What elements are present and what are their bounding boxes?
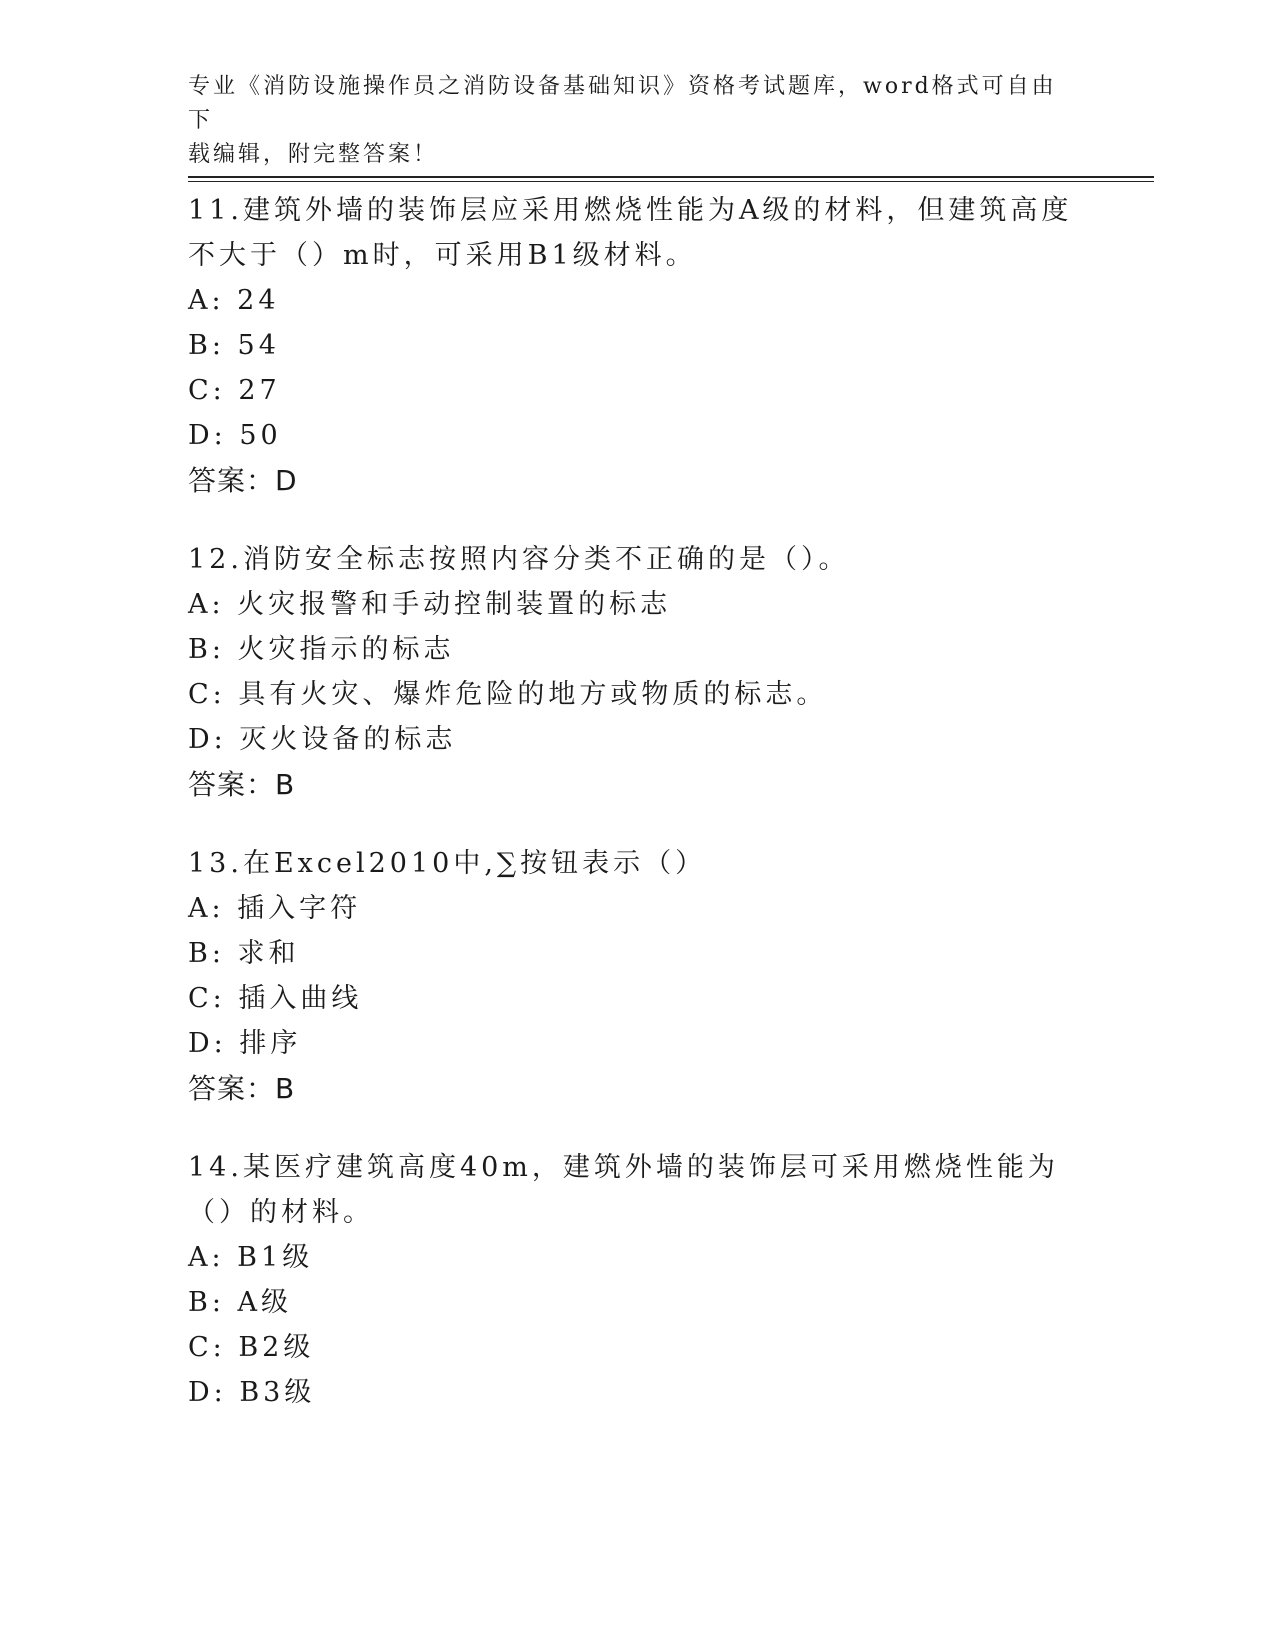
header-divider <box>188 176 1154 178</box>
option-b: B: A级 <box>188 1287 293 1318</box>
question-list <box>188 188 1088 1449</box>
option-d: D: B3级 <box>188 1377 316 1408</box>
option-c: C: 27 <box>188 375 281 406</box>
option-c: C: 插入曲线 <box>188 983 363 1014</box>
option-b: B: 火灾指示的标志 <box>188 634 455 665</box>
option-a: A: 火灾报警和手动控制装置的标志 <box>188 589 672 620</box>
option-b: B: 54 <box>188 330 280 361</box>
header-divider-thin <box>188 181 1154 182</box>
option-d: D: 排序 <box>188 1028 302 1059</box>
question-text: 14.某医疗建筑高度40m，建筑外墙的装饰层可采用燃烧性能为（）的材料。 <box>188 1152 1059 1228</box>
option-a: A: 插入字符 <box>188 893 362 924</box>
option-b: B: 求和 <box>188 938 300 969</box>
option-d: D: 灭火设备的标志 <box>188 724 457 755</box>
option-a: A: 24 <box>188 285 280 316</box>
option-a: A: B1级 <box>188 1242 314 1273</box>
question-13 <box>188 841 1088 1111</box>
answer: 答案：B <box>188 1072 296 1105</box>
question-text: 12.消防安全标志按照内容分类不正确的是（）。 <box>188 544 850 575</box>
question-text: 13.在Excel2010中,∑按钮表示（） <box>188 848 707 879</box>
question-12 <box>188 537 1088 807</box>
option-c: C: B2级 <box>188 1332 315 1363</box>
answer: 答案：D <box>188 464 298 497</box>
question-11 <box>188 188 1088 503</box>
option-d: D: 50 <box>188 420 282 451</box>
document-header: 专业《消防设施操作员之消防设备基础知识》资格考试题库，word格式可自由下 载编辑，附完整答案！ <box>188 74 1057 167</box>
question-14 <box>188 1145 1088 1415</box>
question-text: 11.建筑外墙的装饰层应采用燃烧性能为A级的材料，但建筑高度不大于（）m时，可采用B1级材料。 <box>188 195 1073 271</box>
option-c: C: 具有火灾、爆炸危险的地方或物质的标志。 <box>188 679 828 710</box>
answer: 答案：B <box>188 768 296 801</box>
